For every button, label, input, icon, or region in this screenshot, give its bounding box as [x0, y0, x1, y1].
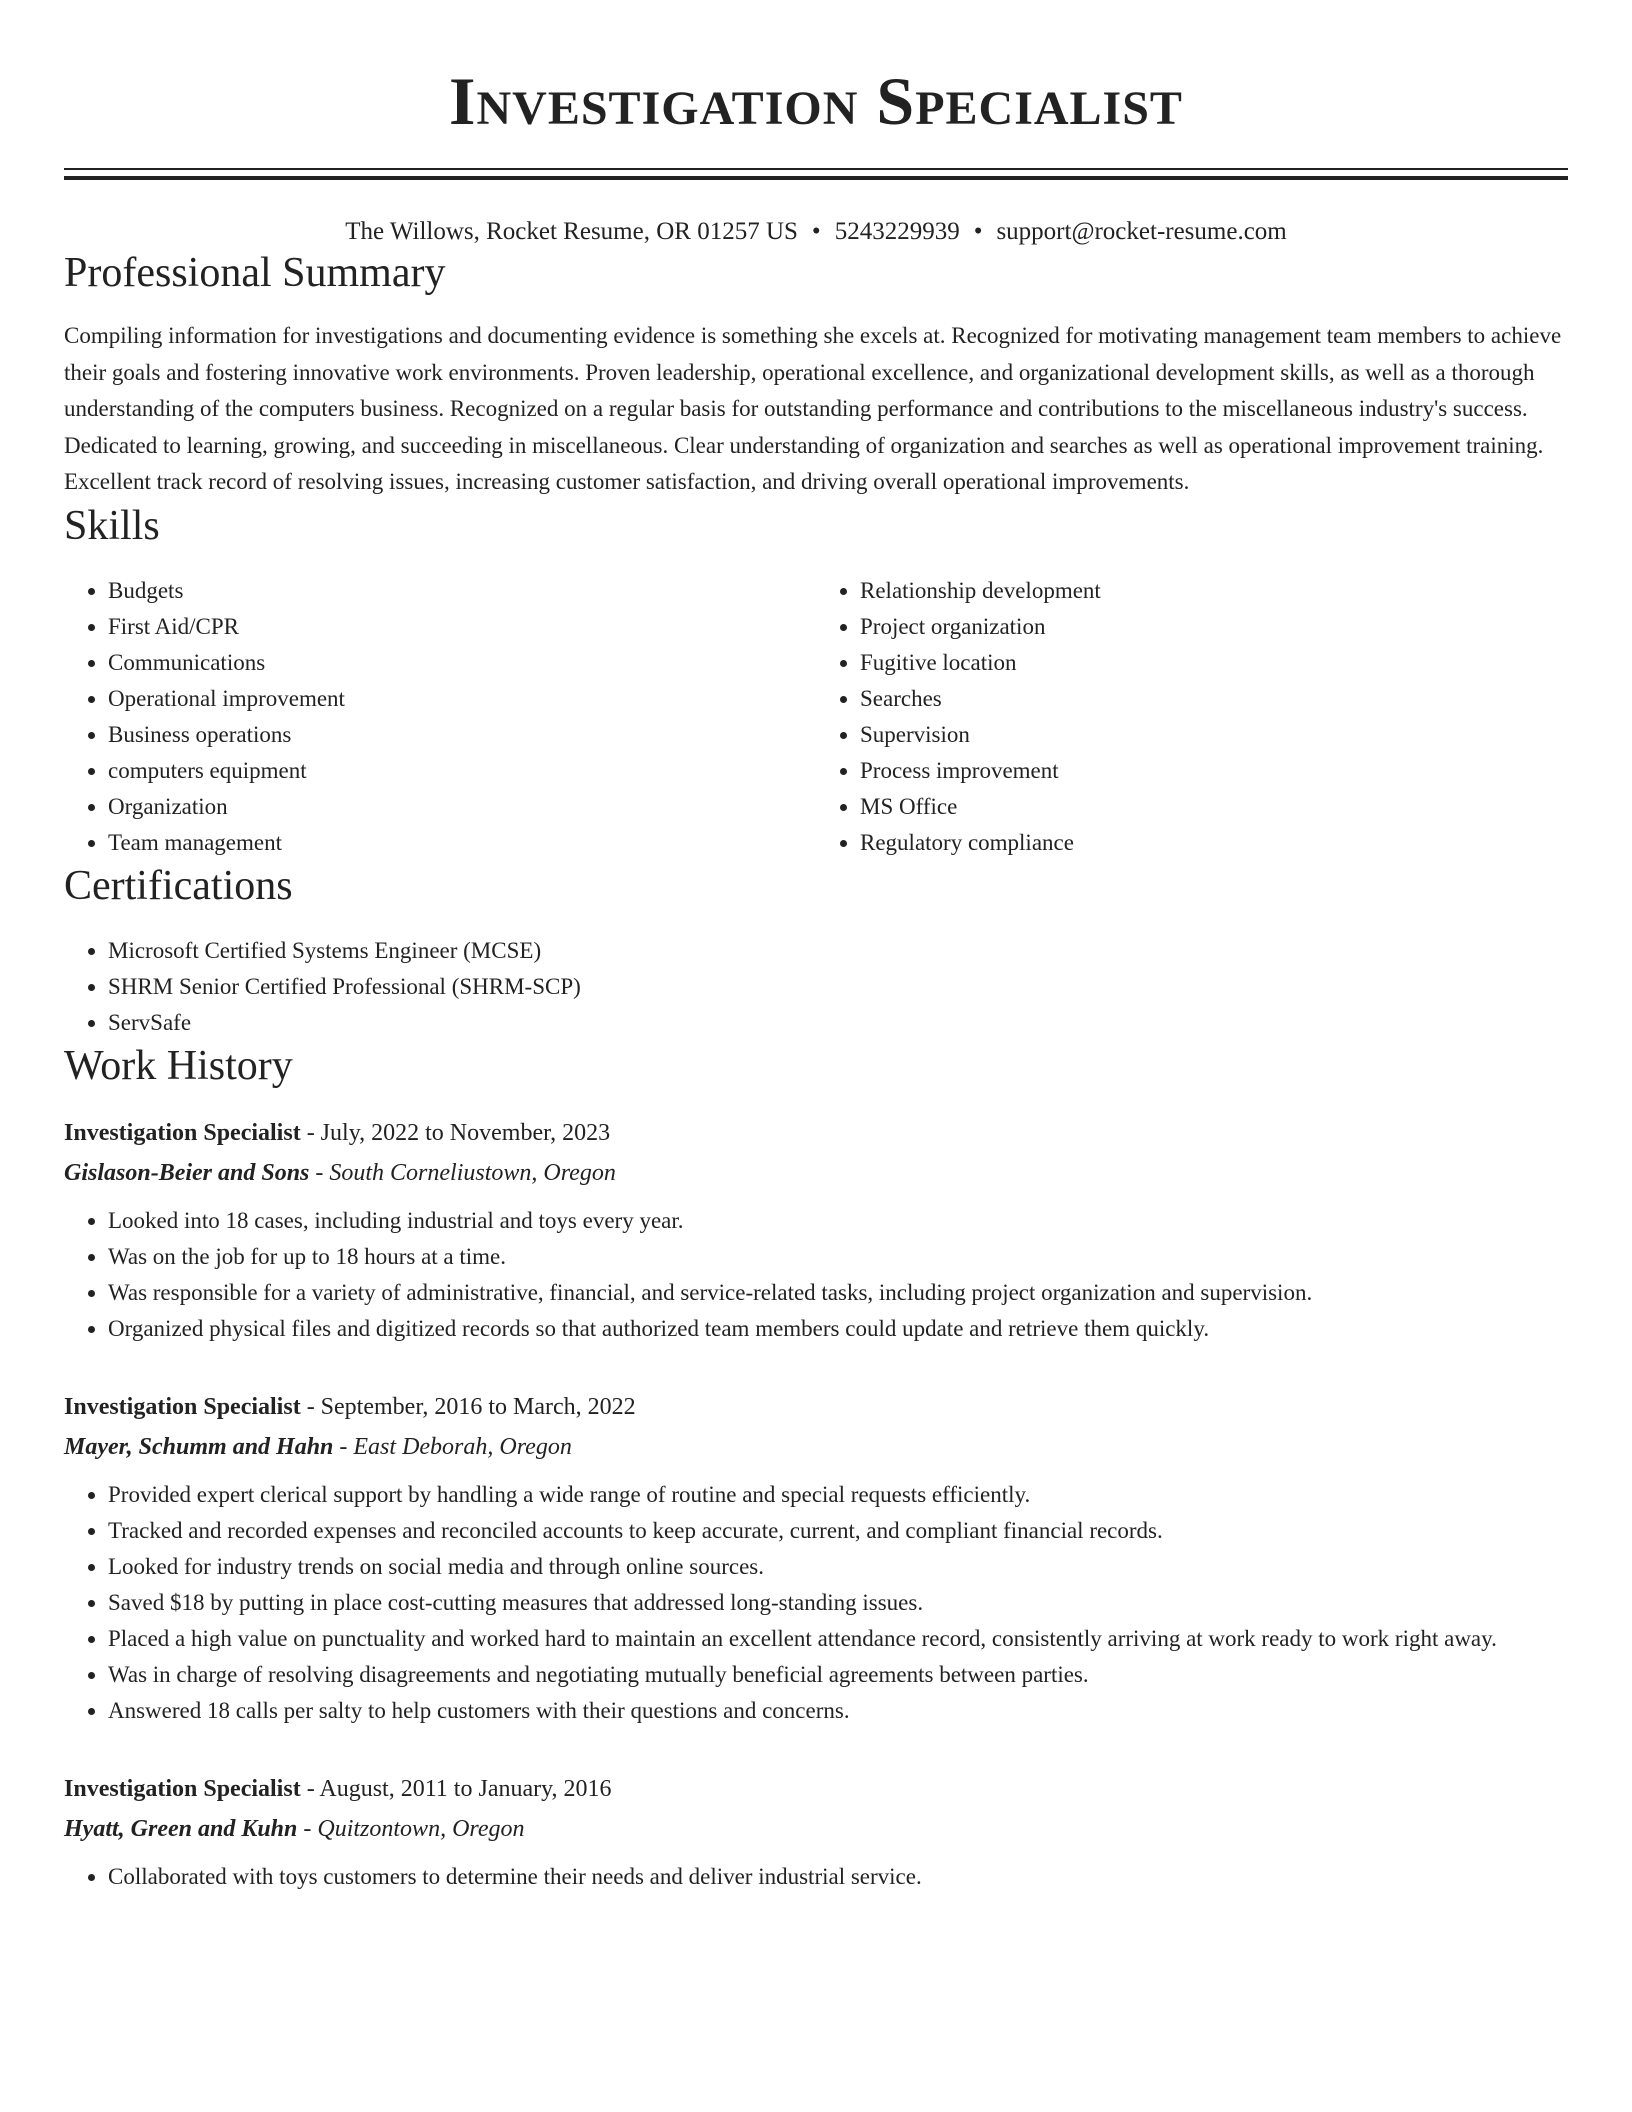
job-bullet: • Was responsible for a variety of administrative, financial, and service-related tasks, including project organization and supervision. [108, 1275, 1568, 1311]
skills-list-right [816, 573, 1568, 861]
job-bullet: • Placed a high value on punctuality and worked hard to maintain an excellent attendance record, consistently arriving at work ready to work right away. [108, 1621, 1568, 1657]
skills-list-left [64, 573, 816, 861]
job-entry [64, 1113, 1568, 1347]
title-divider-thin [64, 168, 1568, 170]
job-bullet: • Looked for industry trends on social media and through online sources. [108, 1549, 1568, 1585]
job-bullet: • Organized physical files and digitized records so that authorized team members could update and retrieve them quickly. [108, 1311, 1568, 1347]
job-bullet: • Collaborated with toys customers to determine their needs and deliver industrial service. [108, 1859, 1568, 1895]
skill-item: • MS Office [860, 789, 1568, 825]
job-title-line [64, 1769, 1568, 1809]
job-company: Gislason-Beier and Sons [64, 1159, 310, 1186]
job-bullet: • Tracked and recorded expenses and reconciled accounts to keep accurate, current, and compliant financial records. [108, 1513, 1568, 1549]
contact-phone: 5243229939 [834, 218, 960, 245]
summary-heading: Professional Summary [64, 250, 446, 296]
skill-item: • Team management [108, 825, 816, 861]
resume-page [64, 0, 1568, 1895]
job-bullet: • Saved $18 by putting in place cost-cutting measures that addressed long-standing issues. [108, 1585, 1568, 1621]
job-entry [64, 1769, 1568, 1895]
certification-item: • SHRM Senior Certified Professional (SHRM-SCP) [108, 969, 1568, 1005]
certification-item: • ServSafe [108, 1005, 1568, 1041]
certifications-heading: Certifications [64, 862, 293, 909]
job-company-line [64, 1427, 1568, 1467]
skill-item: • Communications [108, 645, 816, 681]
skill-item: • computers equipment [108, 753, 816, 789]
skill-item: • Organization [108, 789, 816, 825]
contact-separator: • [973, 218, 983, 245]
resume-title: Investigation Specialist [449, 63, 1183, 139]
summary-text: Compiling information for investigations and documenting evidence is something she excels at. Recognized for motivating management team members to achieve their goals and fostering innovative work environments. Proven leadership, operational excellence, and organizational development skills, as well as a thorough understanding of the computers business. Recognized on a regular basis for outstanding performance and contributions to the miscellaneous industry's success. Dedicated to learning, growing, and succeeding in miscellaneous. Clear understanding of organization and searches as well as operational improvement training. Excellent track record of resolving issues, increasing customer satisfaction, and driving overall operational improvements. [64, 323, 1562, 494]
work-history-heading: Work History [64, 1042, 293, 1089]
skill-item: • Operational improvement [108, 681, 816, 717]
job-dates: - August, 2011 to January, 2016 [300, 1775, 612, 1802]
contact-address: The Willows, Rocket Resume, OR 01257 US [345, 218, 798, 245]
job-bullets [64, 1859, 1568, 1895]
job-title: Investigation Specialist [64, 1393, 301, 1420]
contact-email: support@rocket-resume.com [996, 218, 1287, 245]
job-title-line [64, 1113, 1568, 1153]
job-bullet: • Provided expert clerical support by handling a wide range of routine and special requests efficiently. [108, 1477, 1568, 1513]
job-title-line [64, 1387, 1568, 1427]
job-company: Mayer, Schumm and Hahn [64, 1433, 334, 1460]
contact-line [64, 216, 1568, 248]
skill-item: • Searches [860, 681, 1568, 717]
job-bullets [64, 1203, 1568, 1347]
job-dates: - July, 2022 to November, 2023 [300, 1119, 611, 1146]
job-location: - East Deborah, Oregon [333, 1433, 572, 1460]
job-company: Hyatt, Green and Kuhn [64, 1815, 298, 1842]
skill-item: • Supervision [860, 717, 1568, 753]
certification-item: • Microsoft Certified Systems Engineer (MCSE) [108, 933, 1568, 969]
skill-item: • First Aid/CPR [108, 609, 816, 645]
skills-columns [64, 573, 1568, 861]
job-location: - Quitzontown, Oregon [297, 1815, 525, 1842]
skill-item: • Regulatory compliance [860, 825, 1568, 861]
skill-item: • Project organization [860, 609, 1568, 645]
job-company-line [64, 1809, 1568, 1849]
skills-heading: Skills [64, 502, 160, 549]
job-bullet: • Was in charge of resolving disagreements and negotiating mutually beneficial agreements between parties. [108, 1657, 1568, 1693]
job-title: Investigation Specialist [64, 1775, 301, 1802]
job-bullet: • Was on the job for up to 18 hours at a time. [108, 1239, 1568, 1275]
job-dates: - September, 2016 to March, 2022 [300, 1393, 636, 1420]
title-divider-thick [64, 176, 1568, 180]
skill-item: • Process improvement [860, 753, 1568, 789]
job-location: - South Corneliustown, Oregon [309, 1159, 616, 1186]
skill-item: • Budgets [108, 573, 816, 609]
skill-item: • Fugitive location [860, 645, 1568, 681]
skill-item: • Relationship development [860, 573, 1568, 609]
job-title: Investigation Specialist [64, 1119, 301, 1146]
job-entry [64, 1387, 1568, 1729]
certifications-list [64, 933, 1568, 1041]
skill-item: • Business operations [108, 717, 816, 753]
job-bullet: • Looked into 18 cases, including industrial and toys every year. [108, 1203, 1568, 1239]
job-bullets [64, 1477, 1568, 1729]
job-bullet: • Answered 18 calls per salty to help customers with their questions and concerns. [108, 1693, 1568, 1729]
contact-separator: • [811, 218, 821, 245]
job-company-line [64, 1153, 1568, 1193]
